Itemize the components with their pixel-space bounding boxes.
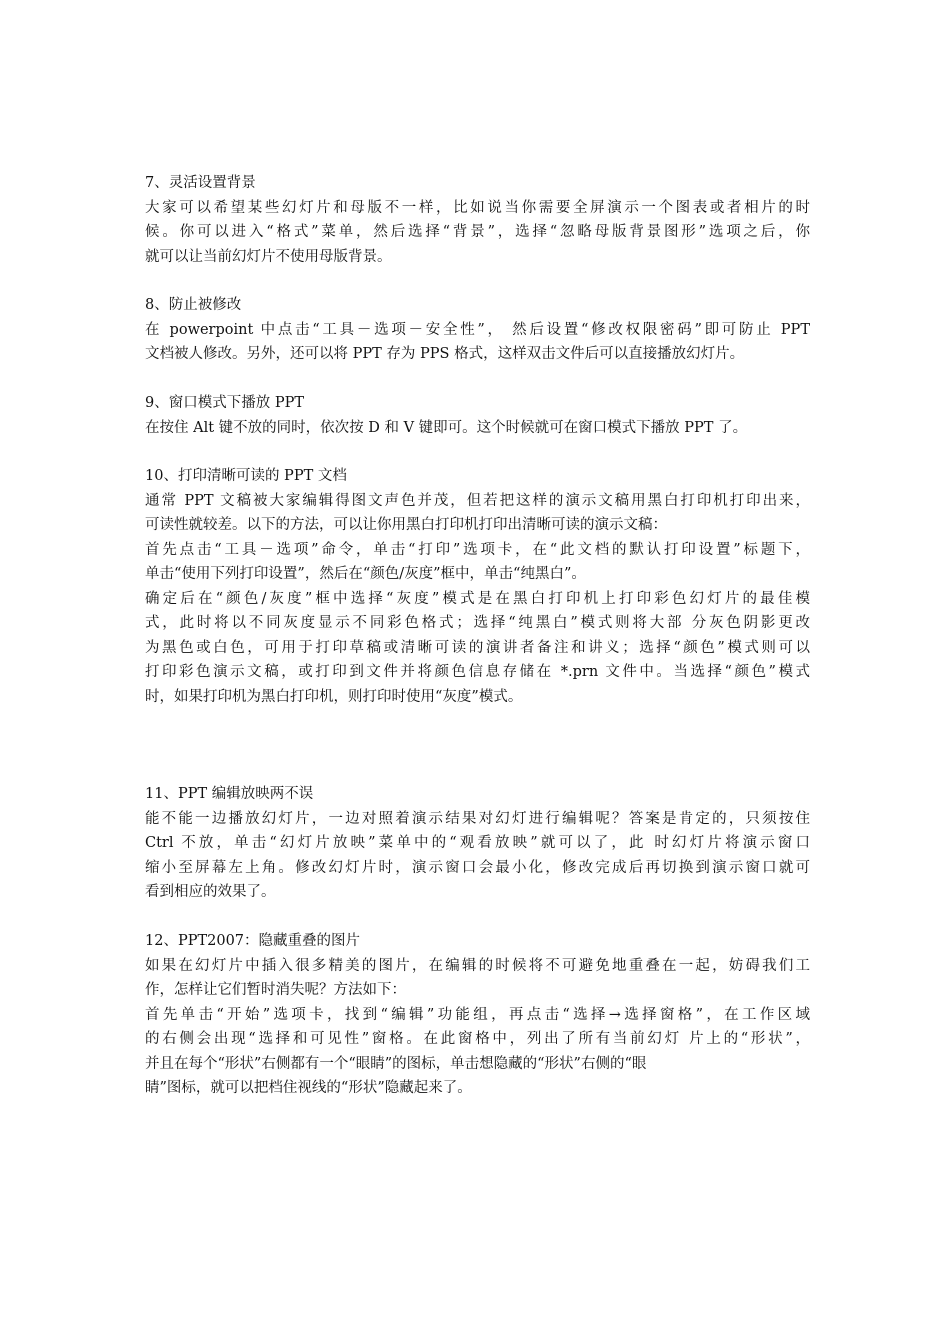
paragraph-line: 首先点击“工具－选项”命令，单击“打印”选项卡，在“此文档的默认打印设置”标题下， <box>145 541 810 558</box>
paragraph-line: 能不能一边播放幻灯片，一边对照着演示结果对幻灯进行编辑呢？答案是肯定的，只须按住 <box>145 810 810 827</box>
paragraph-line: 单击“使用下列打印设置”，然后在“颜色/灰度”框中，单击“纯黑白”。 <box>145 566 586 582</box>
section-7 <box>145 171 810 269</box>
paragraph-line: 的右侧会出现“选择和可见性”窗格。在此窗格中，列出了所有当前幻灯 片上的“形状”， <box>145 1031 810 1047</box>
paragraph-line: 时，如果打印机为黑白打印机，则打印时使用“灰度”模式。 <box>145 688 523 705</box>
paragraph-line: 睛”图标，就可以把档住视线的“形状”隐藏起来了。 <box>145 1080 472 1096</box>
paragraph-line: 在按住 Alt 键不放的同时，依次按 D 和 V 键即可。这个时候就可在窗口模式下播放 PPT 了。 <box>145 419 748 436</box>
section-heading: 10、打印清晰可读的 PPT 文档 <box>145 468 347 484</box>
paragraph-line: 文档被人修改。另外，还可以将 PPT 存为 PPS 格式，这样双击文件后可以直接播放幻灯片。 <box>145 346 745 362</box>
paragraph-line: 打印彩色演示文稿，或打印到文件并将颜色信息存储在 *.prn 文件中。当选择“颜色”模式 <box>145 664 810 680</box>
section-heading: 8、防止被修改 <box>145 297 242 313</box>
paragraph-line: 如果在幻灯片中插入很多精美的图片，在编辑的时候将不可避免地重叠在一起，妨碍我们工 <box>145 957 810 974</box>
paragraph-line: Ctrl 不放，单击“幻灯片放映”菜单中的“观看放映”就可以了，此 时幻灯片将演示窗口 <box>145 835 810 851</box>
paragraph-line: 可读性就较差。以下的方法，可以让你用黑白打印机打印出清晰可读的演示文稿： <box>145 517 667 533</box>
paragraph-line: 作，怎样让它们暂时消失呢？方法如下： <box>145 982 406 998</box>
paragraph-line: 缩小至屏幕左上角。修改幻灯片时，演示窗口会最小化，修改完成后再切换到演示窗口就可 <box>145 859 810 876</box>
section-11 <box>145 782 810 905</box>
paragraph-line: 确定后在“颜色/灰度”框中选择“灰度”模式是在黑白打印机上打印彩色幻灯片的最佳模 <box>145 590 810 607</box>
section-9 <box>145 391 810 440</box>
section-heading: 7、灵活设置背景 <box>145 175 256 191</box>
section-heading: 12、PPT2007：隐藏重叠的图片 <box>145 933 361 949</box>
paragraph-line: 为黑色或白色，可用于打印草稿或清晰可读的演讲者备注和讲义；选择“颜色”模式则可以 <box>145 639 810 656</box>
paragraph-line: 候。你可以进入“格式”菜单，然后选择“背景”，选择“忽略母版背景图形”选项之后，你 <box>145 224 810 240</box>
paragraph-line: 式，此时将以不同灰度显示不同彩色格式；选择“纯黑白”模式则将大部 分灰色阴影更改 <box>145 615 810 631</box>
paragraph-line: 在 powerpoint 中点击“工具－选项－安全性”， 然后设置“修改权限密码”即可防止 PPT <box>145 321 810 338</box>
section-10 <box>145 464 810 709</box>
section-12 <box>145 929 810 1101</box>
paragraph-line: 看到相应的效果了。 <box>145 884 276 900</box>
section-heading: 9、窗口模式下播放 PPT <box>145 395 305 411</box>
paragraph-line: 就可以让当前幻灯片不使用母版背景。 <box>145 248 392 265</box>
paragraph-line: 首先单击“开始”选项卡，找到“编辑”功能组，再点击“选择→选择窗格”，在工作区域 <box>145 1006 810 1023</box>
paragraph-line: 通常 PPT 文稿被大家编辑得图文声色并茂，但若把这样的演示文稿用黑白打印机打印出来， <box>145 492 810 509</box>
paragraph-line: 大家可以希望某些幻灯片和母版不一样，比如说当你需要全屏演示一个图表或者相片的时 <box>145 199 810 216</box>
section-8 <box>145 293 810 367</box>
paragraph-line: 并且在每个“形状”右侧都有一个“眼睛”的图标，单击想隐藏的“形状”右侧的“眼 <box>145 1055 647 1072</box>
section-heading: 11、PPT 编辑放映两不误 <box>145 786 314 802</box>
